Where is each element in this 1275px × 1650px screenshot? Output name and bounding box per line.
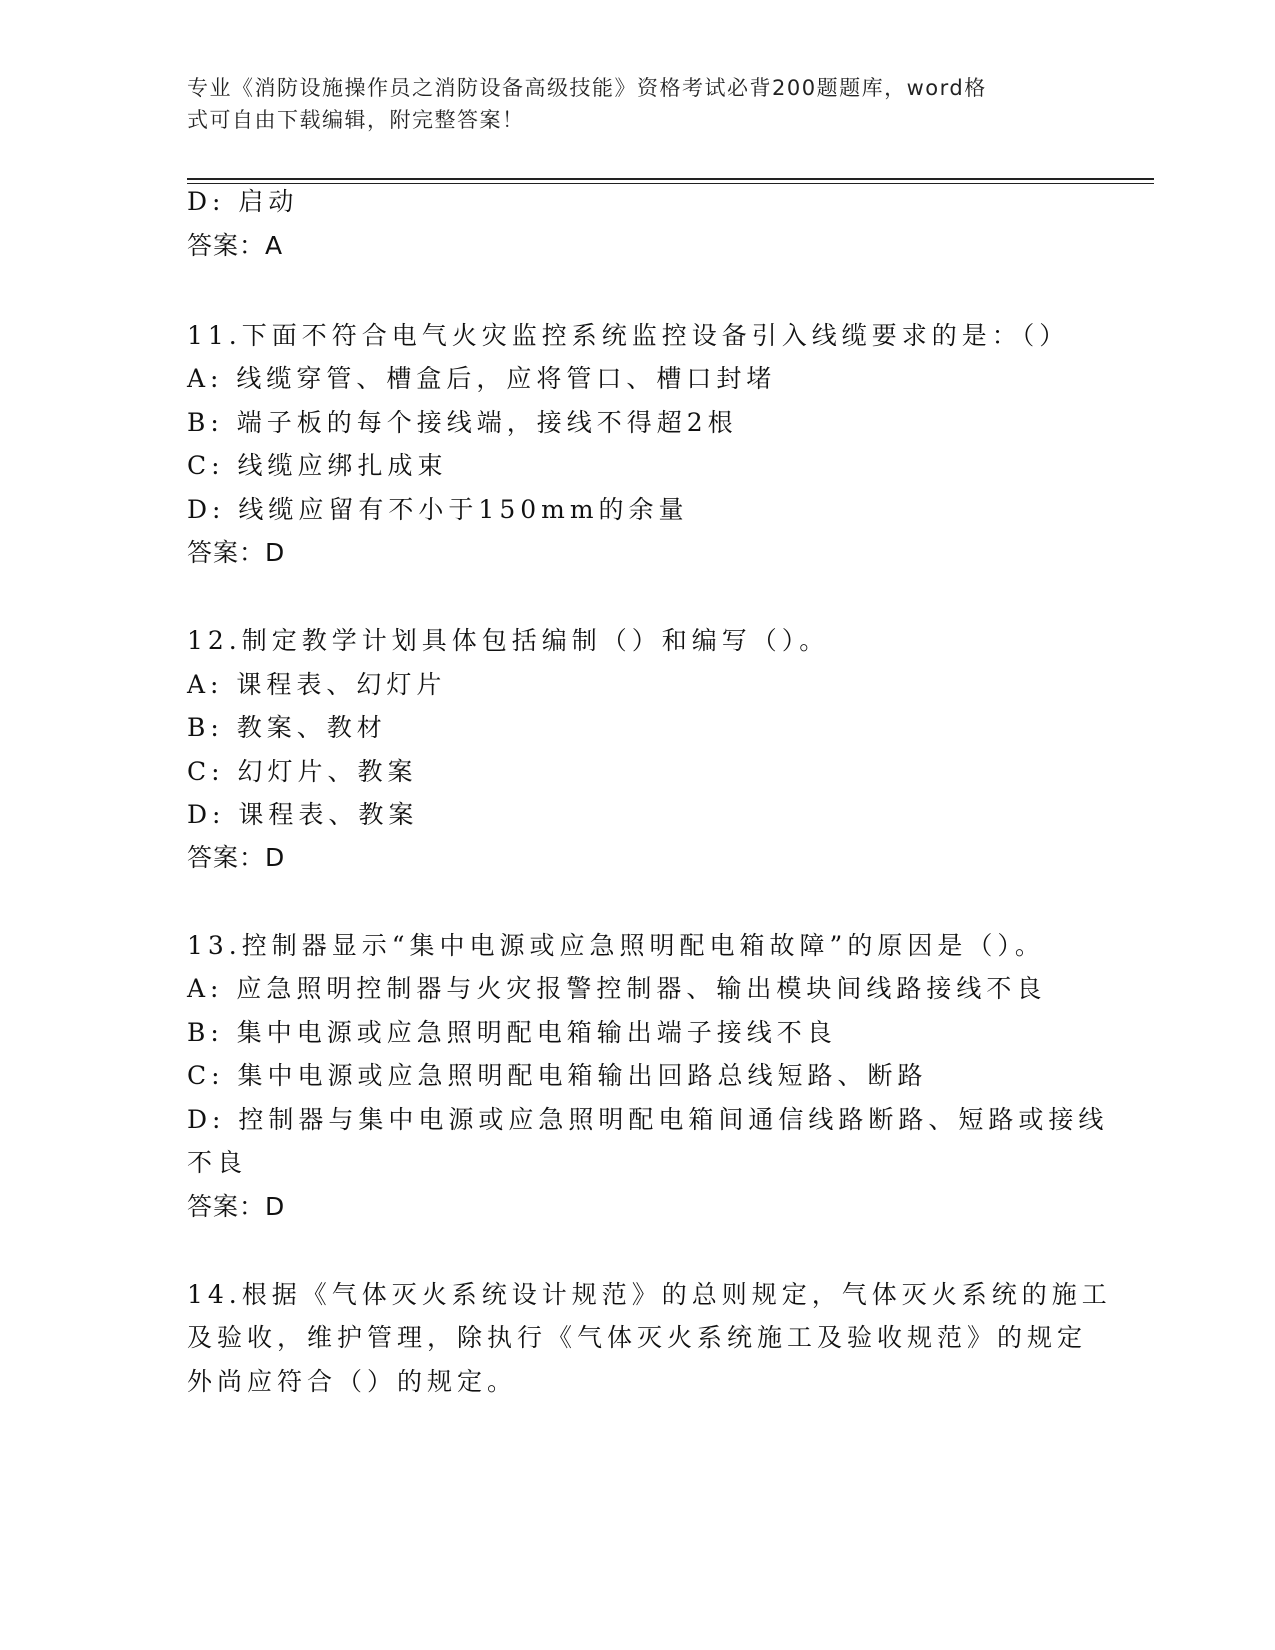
q12-option-b: B: 教案、教材 — [187, 713, 387, 742]
q11-option-b: B: 端子板的每个接线端，接线不得超2根 — [187, 408, 738, 437]
q11-option-d: D: 线缆应留有不小于150mm的余量 — [187, 495, 689, 524]
document-header — [187, 72, 1067, 136]
q13-question: 13.控制器显示“集中电源或应急照明配电箱故障”的原因是（）。 — [187, 931, 1045, 960]
q12-answer: 答案：D — [187, 843, 286, 872]
q14-question-line-2: 及验收，维护管理，除执行《气体灭火系统施工及验收规范》的规定 — [187, 1323, 1088, 1352]
q13-option-a: A: 应急照明控制器与火灾报警控制器、输出模块间线路接线不良 — [187, 974, 1047, 1003]
q10-option-d: D: 启动 — [187, 187, 299, 216]
q13-answer: 答案：D — [187, 1192, 286, 1221]
q11-option-c: C: 线缆应绑扎成束 — [187, 451, 448, 480]
q12-option-d: D: 课程表、教案 — [187, 800, 419, 829]
q12-question: 12.制定教学计划具体包括编制（）和编写（）。 — [187, 626, 830, 655]
q11-answer: 答案：D — [187, 538, 286, 567]
q11-question: 11.下面不符合电气火灾监控系统监控设备引入线缆要求的是：（） — [187, 321, 1070, 350]
header-line-2: 式可自由下载编辑，附完整答案！ — [187, 108, 525, 132]
q13-option-d: D: 控制器与集中电源或应急照明配电箱间通信线路断路、短路或接线 — [187, 1105, 1109, 1134]
header-rule-thick — [187, 178, 1154, 180]
q12-option-c: C: 幻灯片、教案 — [187, 757, 418, 786]
header-rule-thin — [187, 183, 1154, 184]
header-line-1: 专业《消防设施操作员之消防设备高级技能》资格考试必背200题题库，word格 — [187, 76, 987, 100]
q10-answer: 答案：A — [187, 231, 284, 260]
q11-option-a: A: 线缆穿管、槽盒后，应将管口、槽口封堵 — [187, 364, 777, 393]
q12-option-a: A: 课程表、幻灯片 — [187, 670, 447, 699]
q14-question-line-3: 外尚应符合（）的规定。 — [187, 1367, 518, 1396]
q13-option-d-continued: 不良 — [187, 1148, 248, 1177]
q13-option-c: C: 集中电源或应急照明配电箱输出回路总线短路、断路 — [187, 1061, 928, 1090]
q13-option-b: B: 集中电源或应急照明配电箱输出端子接线不良 — [187, 1018, 837, 1047]
q14-question-line-1: 14.根据《气体灭火系统设计规范》的总则规定，气体灭火系统的施工 — [187, 1280, 1112, 1309]
